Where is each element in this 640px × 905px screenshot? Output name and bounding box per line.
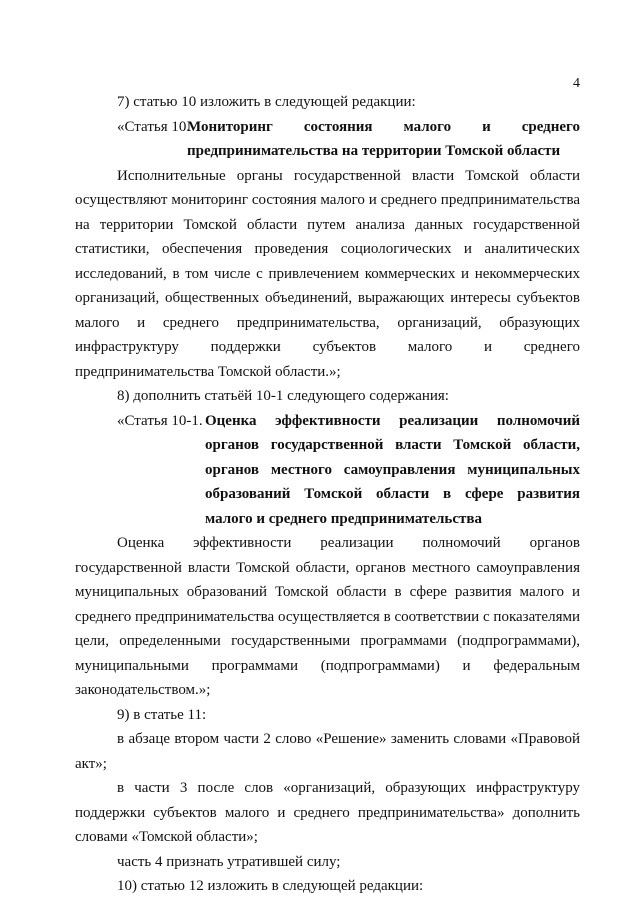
article-11-amendment-2: в части 3 после слов «организаций, образующих инфраструктуру поддержки субъектов малого и среднего предпринимательства» дополнить словами «Томской области»; — [75, 780, 580, 845]
page-number: 4 — [573, 76, 580, 91]
article-10-title — [187, 115, 580, 164]
article-10-1-heading — [75, 409, 580, 532]
article-10-heading — [75, 115, 580, 164]
paragraph-item-9: 9) в статье 11: — [117, 706, 207, 723]
article-11-amendment-1: в абзаце втором части 2 слово «Решение» заменить словами «Правовой акт»; — [75, 731, 580, 772]
article-11-amendment-3: часть 4 признать утратившей силу; — [117, 853, 341, 870]
article-10-1-label: «Статья 10-1. — [117, 412, 203, 429]
paragraph-item-10: 10) статью 12 изложить в следующей редакции: — [117, 878, 424, 894]
article-10-label: «Статья 10. — [117, 118, 191, 135]
paragraph-item-8: 8) дополнить статьёй 10-1 следующего содержания: — [117, 388, 449, 404]
paragraph-item-7: 7) статью 10 изложить в следующей редакции: — [117, 94, 416, 110]
article-10-1-text: Оценка эффективности реализации полномочий органов государственной власти Томской области, органов местного самоуправления муниципальных образований Томской области в сфере развития малого и среднего предпринимательства осуществляется в соответствии с показателями цели, определенными государственными программами (подпрограммами), муниципальными программами (подпрограммами) и федеральным законодательством.»; — [75, 535, 580, 698]
article-10-title-line-1: Мониторинг состояния малого и среднего — [187, 118, 580, 135]
article-10-title-line-2: предпринимательства на территории Томской области — [187, 143, 561, 159]
document-body — [75, 90, 580, 899]
article-10-text: Исполнительные органы государственной власти Томской области осуществляют мониторинг состояния малого и среднего предпринимательства на территории Томской области путем анализа данных государственной статистики, обеспечения проведения социологических и аналитических исследований, в том числе с привлечением коммерческих и некоммерческих организаций, общественных объединений, выражающих интересы субъектов малого и среднего предпринимательства, организаций, образующих инфраструктуру поддержки субъектов малого и среднего предпринимательства Томской области.»; — [75, 167, 580, 380]
article-10-1-title: Оценка эффективности реализации полномочий органов государственной власти Томской области, органов местного самоуправления муниципальных образований Томской области в сфере развития малого и среднего предпринимательства — [205, 412, 580, 527]
